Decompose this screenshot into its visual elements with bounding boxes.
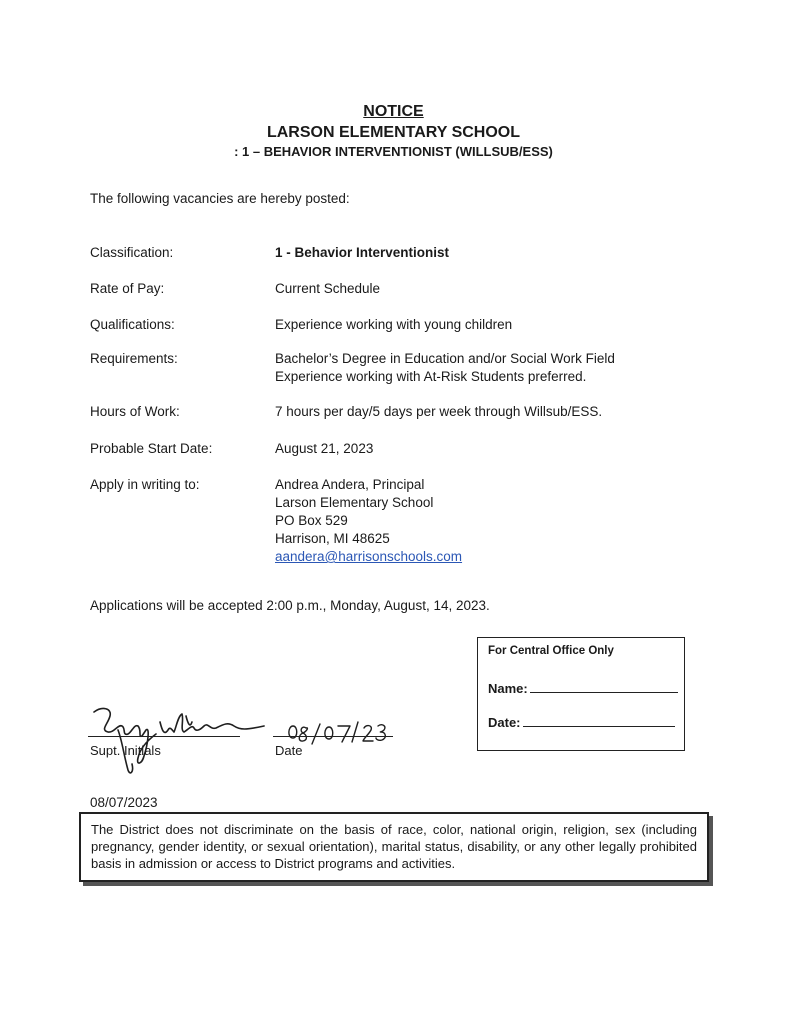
field-value: 1 - Behavior Interventionist — [275, 245, 450, 260]
central-office-name-field — [488, 680, 678, 696]
posted-date: 08/07/2023 — [90, 795, 158, 810]
field-value: Experience working with young children — [275, 317, 513, 332]
address-line: Larson Elementary School — [275, 495, 434, 510]
central-office-date-field — [488, 714, 675, 730]
central-office-box — [477, 637, 685, 751]
handwritten-signature-image — [88, 700, 408, 780]
intro-text: The following vacancies are hereby posted: — [90, 191, 350, 206]
field-label: Hours of Work: — [90, 404, 180, 419]
address-line: Harrison, MI 48625 — [275, 531, 390, 546]
date-blank-line — [523, 714, 675, 727]
name-blank-line — [530, 680, 678, 693]
field-value: Current Schedule — [275, 281, 381, 296]
field-value: August 21, 2023 — [275, 441, 374, 456]
field-value: 7 hours per day/5 days per week through Willsub/ESS. — [275, 404, 603, 419]
field-label: Rate of Pay: — [90, 281, 165, 296]
name-label: Name: — [488, 681, 528, 696]
application-deadline: Applications will be accepted 2:00 p.m., Monday, August, 14, 2023. — [90, 598, 490, 613]
signature-area — [88, 700, 408, 780]
nondiscrimination-notice-box — [79, 812, 709, 882]
field-label: Classification: — [90, 245, 174, 260]
requirement-line: Experience working with At-Risk Students preferred. — [275, 369, 587, 384]
initials-line — [88, 736, 240, 737]
field-value — [275, 476, 735, 566]
school-name: LARSON ELEMENTARY SCHOOL — [266, 124, 521, 141]
email-link[interactable]: aandera@harrisonschools.com — [275, 549, 463, 564]
field-label: Requirements: — [90, 351, 178, 366]
date-label: Date: — [488, 715, 521, 730]
notice-title: NOTICE — [363, 103, 424, 120]
nondiscrimination-text: The District does not discriminate on the basis of race, color, national origin, religion, sex (including pregnancy, gender identity, or sexual orientation), marital status, disability, or any other legally prohibited basis in admission or access to District programs and activities. — [91, 822, 697, 871]
field-value — [275, 350, 735, 386]
address-line: Andrea Andera, Principal — [275, 477, 425, 492]
central-office-title: For Central Office Only — [488, 645, 614, 657]
address-line: PO Box 529 — [275, 513, 348, 528]
initials-label: Supt. Initials — [90, 743, 161, 758]
date-label: Date — [275, 743, 303, 758]
field-label: Qualifications: — [90, 317, 175, 332]
position-title: : 1 – BEHAVIOR INTERVENTIONIST (WILLSUB/ESS) — [234, 144, 553, 159]
field-label: Apply in writing to: — [90, 477, 200, 492]
field-label: Probable Start Date: — [90, 441, 213, 456]
requirement-line: Bachelor’s Degree in Education and/or Social Work Field — [275, 351, 615, 366]
date-line — [273, 736, 393, 737]
document-header — [0, 103, 787, 160]
